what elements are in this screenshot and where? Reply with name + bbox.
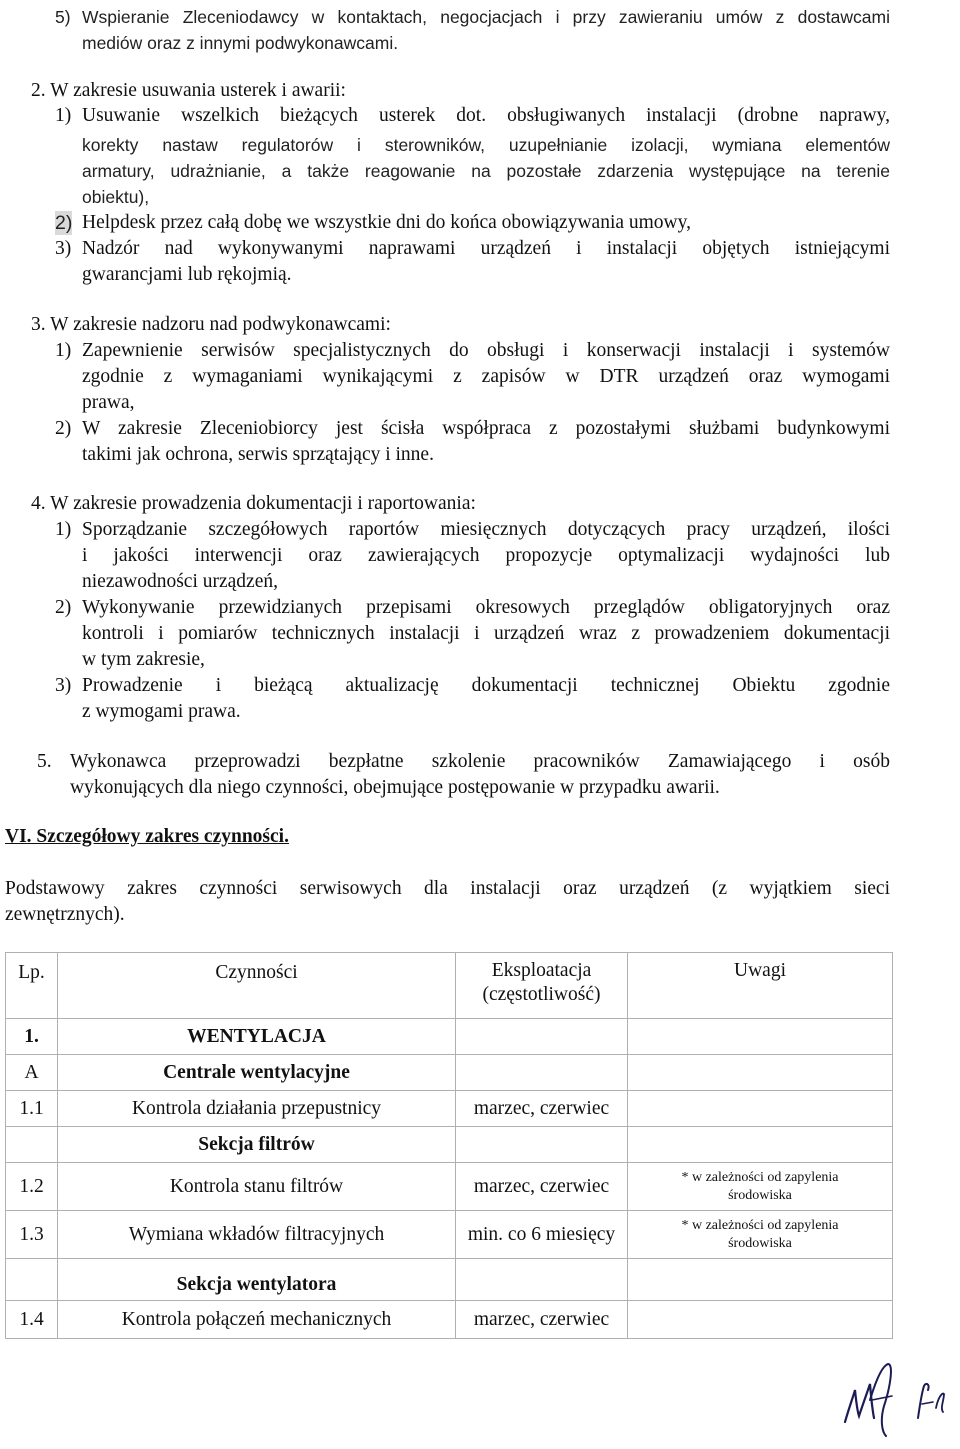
cell-uwagi <box>628 1301 893 1339</box>
list-item-text: Zapewnienie serwisów specjalistycznych do obsługi i konserwacji instalacji i systemów <box>82 340 890 361</box>
list-number: 1) <box>55 105 72 126</box>
list-number: 3) <box>55 675 72 696</box>
header-eksploatacja <box>456 953 628 1019</box>
list-number: 1) <box>55 519 72 540</box>
list-item-text: mediów oraz z innymi podwykonawcami. <box>82 33 399 53</box>
cell-lp <box>6 1259 58 1301</box>
list-number: 2) <box>55 597 72 618</box>
cell-czynnosci: Centrale wentylacyjne <box>58 1055 456 1091</box>
list-item-text: armatury, udrażnianie, a także reagowanie na pozostałe zdarzenia występujące na terenie <box>82 161 890 181</box>
list-item-text: Wykonywanie przewidzianych przepisami okresowych przeglądów obligatoryjnych oraz <box>82 597 890 618</box>
list-number: 5) <box>55 7 71 27</box>
list-item-text: Prowadzenie i bieżącą aktualizację dokumentacji technicznej Obiektu zgodnie <box>82 675 890 696</box>
cell-eksploatacja <box>456 1019 628 1055</box>
list-item-text: Nadzór nad wykonywanymi naprawami urządzeń i instalacji objętych istniejącymi <box>82 238 890 259</box>
list-number: 2) <box>55 418 72 439</box>
cell-eksploatacja <box>456 1127 628 1163</box>
list-item-text: Helpdesk przez całą dobę we wszystkie dni do końca obowiązywania umowy, <box>82 212 691 233</box>
header-eksploatacja-line: Eksploatacja <box>491 960 592 981</box>
list-number: 5. <box>37 751 52 772</box>
cell-eksploatacja: marzec, czerwiec <box>456 1091 628 1127</box>
cell-uwagi <box>628 1055 893 1091</box>
intro-text: zewnętrznych). <box>5 904 125 925</box>
list-item-text: niezawodności urządzeń, <box>82 571 278 592</box>
table-row <box>6 1127 893 1163</box>
cell-lp: 1. <box>6 1019 58 1055</box>
list-item-text: z wymogami prawa. <box>82 701 241 722</box>
cell-lp: 1.4 <box>6 1301 58 1339</box>
list-item-text: korekty nastaw regulatorów i sterowników, uzupełnianie izolacji, wymiana elementów <box>82 135 890 155</box>
list-item-text: kontroli i pomiarów technicznych instalacji i urządzeń wraz z prowadzeniem dokumentacji <box>82 623 890 644</box>
table-header-row <box>6 953 893 1019</box>
header-lp: Lp. <box>6 953 58 1019</box>
list-item-text: Usuwanie wszelkich bieżących usterek dot. obsługiwanych instalacji (drobne naprawy, <box>82 105 890 126</box>
cell-eksploatacja: marzec, czerwiec <box>456 1163 628 1211</box>
table-row <box>6 1163 893 1211</box>
list-item-text: W zakresie Zleceniobiorcy jest ścisła współpraca z pozostałymi służbami budynkowymi <box>82 418 890 439</box>
table-row <box>6 1019 893 1055</box>
header-czynnosci: Czynności <box>58 953 456 1019</box>
list-item-text: Wspieranie Zleceniodawcy w kontaktach, negocjacjach i przy zawieraniu umów z dostawcami <box>82 7 890 27</box>
list-item-text: prawa, <box>82 392 135 413</box>
list-item-text: zgodnie z wymaganiami wynikającymi z zapisów w DTR urządzeń oraz wymogami <box>82 366 890 387</box>
table-row <box>6 1091 893 1127</box>
cell-uwagi <box>628 1163 893 1211</box>
section-heading: VI. Szczegółowy zakres czynności. <box>5 826 289 847</box>
table-row <box>6 1301 893 1339</box>
intro-text: Podstawowy zakres czynności serwisowych dla instalacji oraz urządzeń (z wyjątkiem sieci <box>5 878 890 899</box>
cell-czynnosci: Sekcja wentylatora <box>58 1259 456 1301</box>
list-item-text: takimi jak ochrona, serwis sprzątający i inne. <box>82 444 434 465</box>
cell-uwagi <box>628 1019 893 1055</box>
list-item-text: wykonujących dla niego czynności, obejmujące postępowanie w przypadku awarii. <box>70 777 720 798</box>
header-eksploatacja-line: (częstotliwość) <box>482 984 601 1005</box>
cell-lp: 1.3 <box>6 1211 58 1259</box>
list-number: 3) <box>55 238 72 259</box>
cell-eksploatacja <box>456 1259 628 1301</box>
list-item-text: i jakości interwencji oraz zawierających propozycje optymalizacji wydajności lub <box>82 545 890 566</box>
table-row <box>6 1055 893 1091</box>
note-line: * w zależności od zapylenia <box>681 1217 839 1233</box>
cell-eksploatacja <box>456 1055 628 1091</box>
cell-lp <box>6 1127 58 1163</box>
list-item-text: obiektu), <box>82 187 150 207</box>
cell-czynnosci: Kontrola działania przepustnicy <box>58 1091 456 1127</box>
list-item-text: w tym zakresie, <box>82 649 205 670</box>
cell-uwagi <box>628 1127 893 1163</box>
cell-lp: 1.1 <box>6 1091 58 1127</box>
cell-czynnosci: WENTYLACJA <box>58 1019 456 1055</box>
cell-czynnosci: Sekcja filtrów <box>58 1127 456 1163</box>
cell-czynnosci: Wymiana wkładów filtracyjnych <box>58 1211 456 1259</box>
section-title: 2. W zakresie usuwania usterek i awarii: <box>31 80 346 101</box>
cell-eksploatacja: min. co 6 miesięcy <box>456 1211 628 1259</box>
services-table <box>5 952 893 1339</box>
cell-lp: A <box>6 1055 58 1091</box>
list-item-text: Sporządzanie szczegółowych raportów miesięcznych dotyczących pracy urządzeń, ilości <box>82 519 890 540</box>
cell-uwagi <box>628 1091 893 1127</box>
cell-uwagi <box>628 1259 893 1301</box>
list-number: 2) <box>55 212 73 234</box>
handwritten-initials <box>840 1360 955 1440</box>
list-item-text: gwarancjami lub rękojmią. <box>82 264 292 285</box>
table-row <box>6 1211 893 1259</box>
cell-uwagi <box>628 1211 893 1259</box>
header-uwagi: Uwagi <box>628 953 893 1019</box>
section-title: 4. W zakresie prowadzenia dokumentacji i raportowania: <box>31 493 476 514</box>
table-row <box>6 1259 893 1301</box>
cell-czynnosci: Kontrola połączeń mechanicznych <box>58 1301 456 1339</box>
note-line: * w zależności od zapylenia <box>681 1169 839 1185</box>
cell-czynnosci: Kontrola stanu filtrów <box>58 1163 456 1211</box>
cell-lp: 1.2 <box>6 1163 58 1211</box>
note-line: środowiska <box>728 1235 792 1251</box>
list-number: 1) <box>55 340 72 361</box>
list-item-text: Wykonawca przeprowadzi bezpłatne szkolenie pracowników Zamawiającego i osób <box>70 751 890 772</box>
section-title: 3. W zakresie nadzoru nad podwykonawcami: <box>31 314 391 335</box>
note-line: środowiska <box>728 1187 792 1203</box>
cell-eksploatacja: marzec, czerwiec <box>456 1301 628 1339</box>
